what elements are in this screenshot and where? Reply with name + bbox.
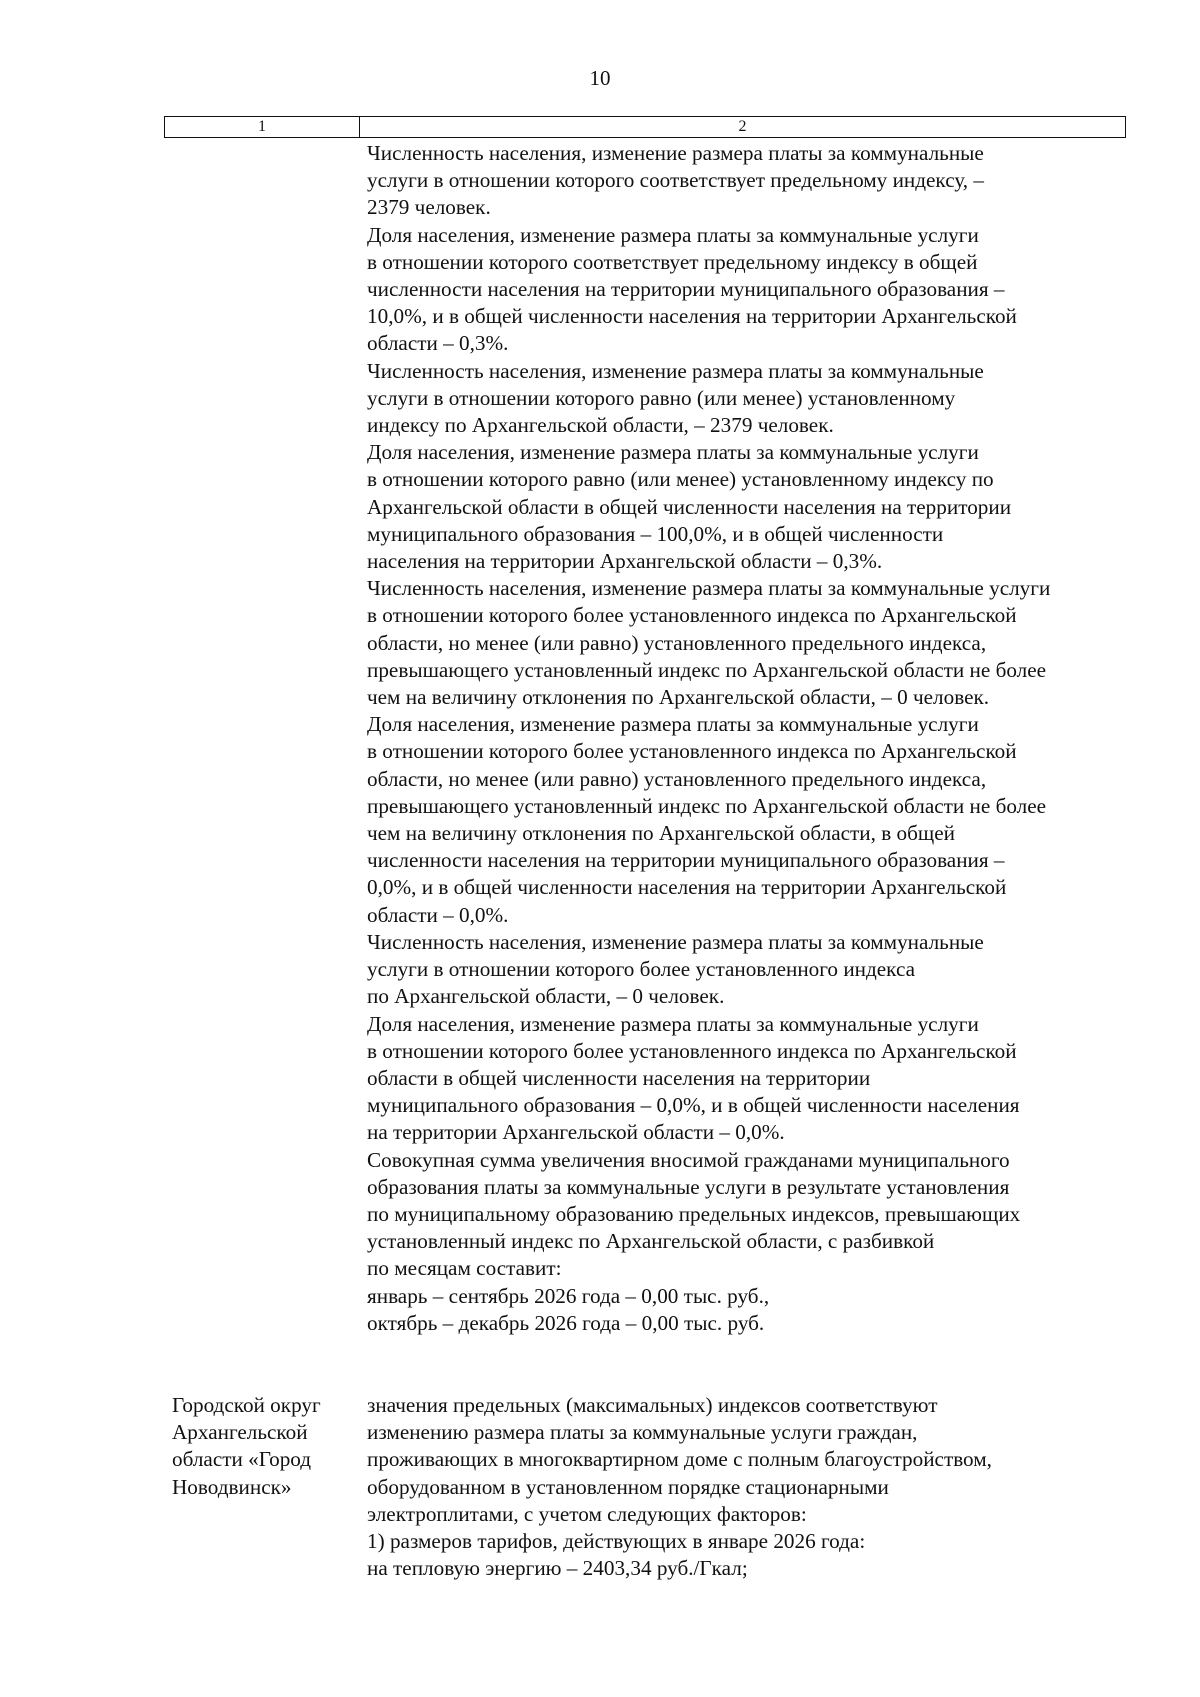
text-line: Доля населения, изменение размера платы за коммунальные услуги (367, 440, 979, 465)
text-line: Архангельской области в общей численности населения на территории (367, 494, 1012, 519)
text-line: на территории Архангельской области – 0,0%. (367, 1120, 785, 1145)
text-line: услуги в отношении которого равно (или менее) установленному (367, 385, 956, 410)
column-1-number: 1 (165, 117, 360, 137)
text-line: превышающего установленный индекс по Архангельской области не более (367, 657, 1047, 682)
text-line: услуги в отношении которого более установленного индекса (367, 957, 916, 982)
text-line: образования платы за коммунальные услуги в результате установления (367, 1174, 1010, 1199)
text-line: в отношении которого более установленного индекса по Архангельской (367, 1038, 1017, 1063)
text-line: на тепловую энергию – 2403,34 руб./Гкал; (367, 1556, 748, 1581)
region-name-line: области «Город (172, 1447, 312, 1472)
column-2-number: 2 (738, 118, 747, 135)
continued-cell-text (367, 140, 1050, 1337)
text-line: Численность населения, изменение размера платы за коммунальные (367, 358, 984, 383)
text-line: Численность населения, изменение размера платы за коммунальные услуги (367, 576, 1051, 601)
text-line: Численность населения, изменение размера платы за коммунальные (367, 929, 984, 954)
text-line: 10,0%, и в общей численности населения на территории Архангельской (367, 304, 1017, 329)
text-line: индексу по Архангельской области, – 2379 человек. (367, 413, 834, 438)
text-line: по Архангельской области, – 0 человек. (367, 984, 725, 1009)
region-name-cell (172, 1392, 321, 1501)
table-column-header (164, 116, 1126, 138)
text-line: 0,0%, и в общей численности населения на территории Архангельской (367, 875, 1007, 900)
text-line: по муниципальному образованию предельных индексов, превышающих (367, 1201, 1021, 1226)
text-line: проживающих в многоквартирном доме с полным благоустройством, (367, 1447, 992, 1472)
text-line: по месяцам составит: (367, 1256, 562, 1281)
text-line: Доля населения, изменение размера платы за коммунальные услуги (367, 712, 979, 737)
text-line: чем на величину отклонения по Архангельской области, – 0 человек. (367, 685, 990, 710)
text-line: области – 0,3%. (367, 331, 509, 356)
text-line: превышающего установленный индекс по Архангельской области не более (367, 793, 1047, 818)
text-line: в отношении которого более установленного индекса по Архангельской (367, 739, 1017, 764)
text-line: области – 0,0%. (367, 902, 509, 927)
text-line: Доля населения, изменение размера платы за коммунальные услуги (367, 1011, 979, 1036)
text-line: электроплитами, с учетом следующих факторов: (367, 1501, 807, 1526)
text-line: Совокупная сумма увеличения вносимой гражданами муниципального (367, 1147, 1010, 1172)
text-line: Численность населения, изменение размера платы за коммунальные (367, 141, 984, 165)
text-line: численности населения на территории муниципального образования – (367, 848, 1005, 873)
region-description-cell (367, 1392, 992, 1582)
page-number: 10 (589, 66, 611, 90)
region-name-line: Архангельской (172, 1420, 308, 1445)
text-line: 1) размеров тарифов, действующих в январе 2026 года: (367, 1529, 866, 1554)
text-line: в отношении которого более установленного индекса по Архангельской (367, 603, 1017, 628)
text-line: оборудованном в установленном порядке стационарными (367, 1474, 889, 1499)
region-name-line: Новодвинск» (172, 1474, 292, 1499)
text-line: 2379 человек. (367, 195, 491, 220)
text-line: численности населения на территории муниципального образования – (367, 277, 1005, 302)
text-line: муниципального образования – 100,0%, и в общей численности (367, 521, 944, 546)
text-line: области, но менее (или равно) установленного предельного индекса, (367, 630, 987, 655)
region-name-line: Городской округ (172, 1393, 321, 1417)
text-line: населения на территории Архангельской области – 0,3%. (367, 549, 883, 574)
text-line: муниципального образования – 0,0%, и в общей численности населения (367, 1093, 1020, 1118)
text-line: области, но менее (или равно) установленного предельного индекса, (367, 766, 987, 791)
text-line: установленный индекс по Архангельской области, с разбивкой (367, 1229, 935, 1254)
text-line: октябрь – декабрь 2026 года – 0,00 тыс. руб. (367, 1310, 765, 1335)
text-line: чем на величину отклонения по Архангельской области, в общей (367, 821, 955, 846)
text-line: Доля населения, изменение размера платы за коммунальные услуги (367, 222, 979, 247)
text-line: области в общей численности населения на территории (367, 1065, 871, 1090)
text-line: услуги в отношении которого соответствует предельному индексу, – (367, 168, 984, 193)
text-line: в отношении которого соответствует предельному индексу в общей (367, 249, 978, 274)
text-line: в отношении которого равно (или менее) установленному индексу по (367, 467, 994, 492)
text-line: январь – сентябрь 2026 года – 0,00 тыс. руб., (367, 1283, 770, 1308)
text-line: значения предельных (максимальных) индексов соответствуют (367, 1393, 938, 1417)
text-line: изменению размера платы за коммунальные услуги граждан, (367, 1420, 918, 1445)
